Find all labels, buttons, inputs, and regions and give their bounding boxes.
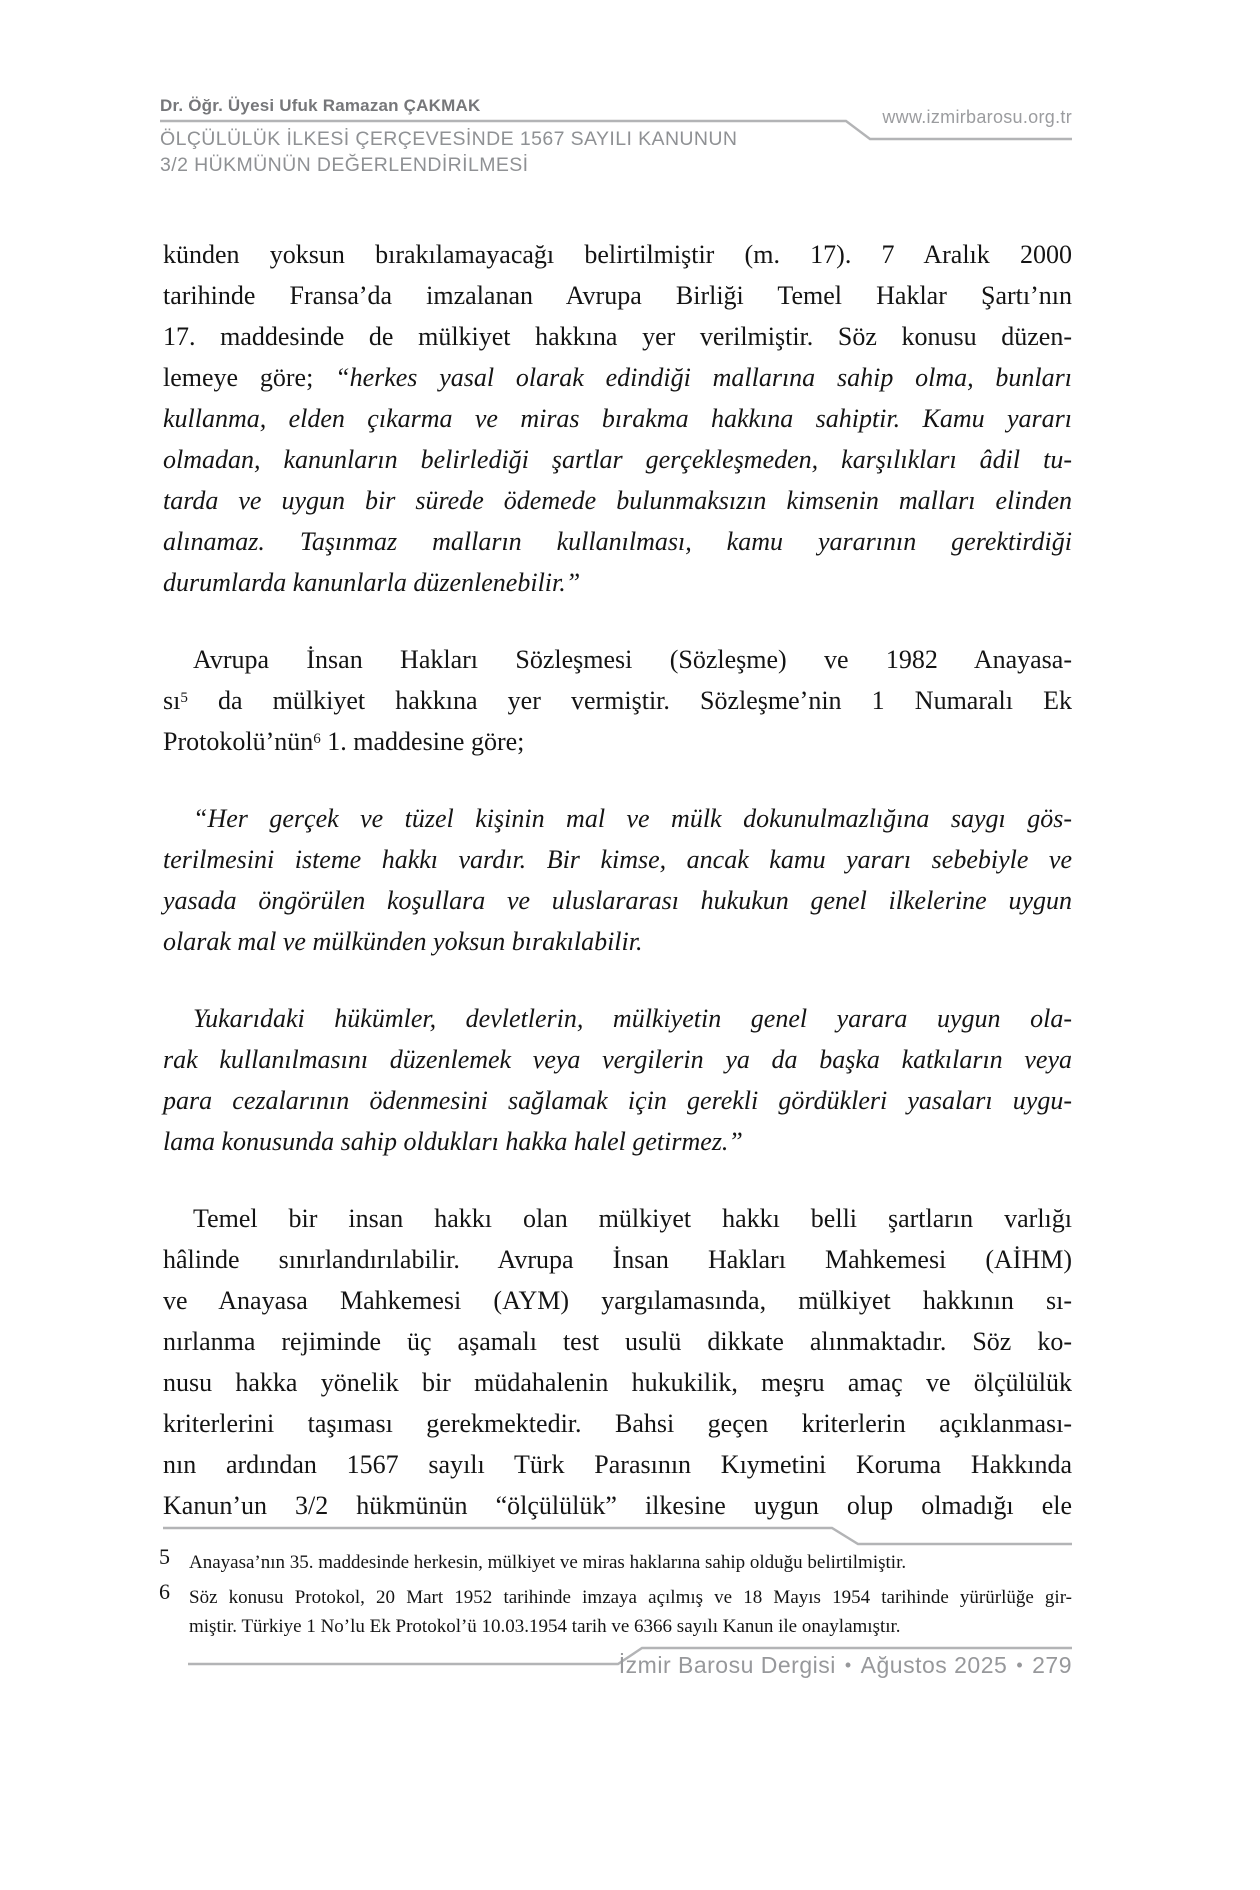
article-title-line-2: 3/2 HÜKMÜNÜN DEĞERLENDİRİLMESİ bbox=[160, 154, 529, 176]
body-line bbox=[163, 1039, 1072, 1080]
body-line bbox=[163, 1403, 1072, 1444]
text-segment: künden yoksun bırakılamayacağı belirtilmiştir (m. 17). 7 Aralık 2000 bbox=[163, 240, 1072, 269]
website-url: www.izmirbarosu.org.tr bbox=[882, 107, 1072, 127]
body-line bbox=[163, 1280, 1072, 1321]
footnote bbox=[159, 1544, 1072, 1577]
text-segment: nırlanma rejiminde üç aşamalı test usulü dikkate alınmaktadır. Söz ko- bbox=[163, 1327, 1072, 1356]
text-segment: 5 bbox=[180, 690, 188, 707]
footnote-text bbox=[189, 1583, 1072, 1641]
text-segment: lama konusunda sahip oldukları hakka halel getirmez.” bbox=[163, 1127, 743, 1156]
text-segment: tarihinde Fransa’da imzalanan Avrupa Birliği Temel Haklar Şartı’nın bbox=[163, 281, 1072, 310]
body-line bbox=[163, 234, 1072, 275]
footnote-text bbox=[189, 1548, 1072, 1577]
footnote-number: 6 bbox=[159, 1579, 170, 1604]
text-segment: “herkes yasal olarak edindiği mallarına sahip olma, bunları bbox=[335, 363, 1072, 392]
footnote-line: Anayasa’nın 35. maddesinde herkesin, mülkiyet ve miras haklarına sahip olduğu belirtilmiştir. bbox=[189, 1552, 907, 1573]
article-title-line-1: ÖLÇÜLÜLÜK İLKESİ ÇERÇEVESİNDE 1567 SAYILI KANUNUN bbox=[160, 128, 738, 150]
body-line bbox=[163, 1321, 1072, 1362]
text-segment: “Her gerçek ve tüzel kişinin mal ve mülk dokunulmazlığına saygı gös- bbox=[193, 804, 1072, 833]
author-name: Dr. Öğr. Üyesi Ufuk Ramazan ÇAKMAK bbox=[160, 96, 481, 115]
body-line bbox=[163, 1239, 1072, 1280]
body-line bbox=[163, 921, 1072, 962]
text-segment: Temel bir insan hakkı olan mülkiyet hakkı belli şartların varlığı bbox=[193, 1204, 1072, 1233]
text-segment: ve Anayasa Mahkemesi (AYM) yargılamasında, mülkiyet hakkının sı- bbox=[163, 1286, 1072, 1315]
text-segment: alınamaz. Taşınmaz malların kullanılması, kamu yararının gerektirdiği bbox=[163, 527, 1072, 556]
page-number: 279 bbox=[1032, 1652, 1072, 1678]
footnotes bbox=[159, 1544, 1072, 1647]
body-text bbox=[163, 234, 1072, 1526]
body-line bbox=[163, 275, 1072, 316]
body-line bbox=[163, 398, 1072, 439]
text-segment: para cezalarının ödenmesini sağlamak için gerekli gördükleri yasaları uygu- bbox=[163, 1086, 1072, 1115]
body-line bbox=[163, 562, 1072, 603]
text-segment: 17. maddesinde de mülkiyet hakkına yer verilmiştir. Söz konusu düzen- bbox=[163, 322, 1072, 351]
body-paragraph bbox=[163, 1198, 1072, 1526]
bullet-separator: • bbox=[844, 1655, 852, 1675]
text-segment: Protokolü’nün bbox=[163, 727, 314, 756]
text-segment: da mülkiyet hakkına yer vermiştir. Sözleşme’nin 1 Numaralı Ek bbox=[187, 686, 1072, 715]
body-line bbox=[163, 357, 1072, 398]
text-segment: Avrupa İnsan Hakları Sözleşmesi (Sözleşme) ve 1982 Anayasa- bbox=[193, 645, 1072, 674]
text-segment: kullanma, elden çıkarma ve miras bırakma hakkına sahiptir. Kamu yararı bbox=[163, 404, 1072, 433]
body-line bbox=[163, 839, 1072, 880]
text-segment: 1. maddesine göre; bbox=[320, 727, 525, 756]
footnote-line: miştir. Türkiye 1 No’lu Ek Protokol’ü 10.03.1954 tarih ve 6366 sayılı Kanun ile onaylamıştır. bbox=[189, 1616, 901, 1637]
body-line bbox=[163, 1485, 1072, 1526]
text-segment: 6 bbox=[313, 731, 321, 748]
journal-name: İzmir Barosu Dergisi bbox=[618, 1652, 836, 1678]
text-segment: durumlarda kanunlarla düzenlenebilir.” bbox=[163, 568, 581, 597]
text-segment: sı bbox=[163, 686, 181, 715]
body-paragraph bbox=[163, 798, 1072, 962]
body-line bbox=[163, 639, 1072, 680]
footnote bbox=[159, 1579, 1072, 1641]
footer-text bbox=[619, 1652, 1072, 1679]
body-line bbox=[163, 880, 1072, 921]
body-line bbox=[163, 439, 1072, 480]
body-paragraph bbox=[163, 234, 1072, 603]
body-line bbox=[163, 1362, 1072, 1403]
text-segment: Kanun’un 3/2 hükmünün “ölçülülük” ilkesine uygun olup olmadığı ele bbox=[163, 1491, 1072, 1520]
body-paragraph bbox=[163, 998, 1072, 1162]
text-segment: kriterlerini taşıması gerekmektedir. Bahsi geçen kriterlerin açıklanması- bbox=[163, 1409, 1072, 1438]
footnote-separator-rule bbox=[160, 1526, 1072, 1548]
text-segment: hâlinde sınırlandırılabilir. Avrupa İnsan Hakları Mahkemesi (AİHM) bbox=[163, 1245, 1072, 1274]
text-segment: nın ardından 1567 sayılı Türk Parasının Kıymetini Koruma Hakkında bbox=[163, 1450, 1072, 1479]
text-segment: Yukarıdaki hükümler, devletlerin, mülkiyetin genel yarara uygun ola- bbox=[193, 1004, 1072, 1033]
body-line bbox=[163, 521, 1072, 562]
article-title bbox=[160, 126, 737, 178]
text-segment: tarda ve uygun bir sürede ödemede bulunmaksızın kimsenin malları elinden bbox=[163, 486, 1072, 515]
body-line bbox=[163, 1444, 1072, 1485]
issue-date: Ağustos 2025 bbox=[860, 1652, 1008, 1678]
body-paragraph bbox=[163, 639, 1072, 762]
text-segment: lemeye göre; bbox=[163, 363, 336, 392]
body-line bbox=[163, 721, 1072, 762]
text-segment: olarak mal ve mülkünden yoksun bırakılabilir. bbox=[163, 927, 643, 956]
footnote-line: Söz konusu Protokol, 20 Mart 1952 tarihinde imzaya açılmış ve 18 Mayıs 1954 tarihinde yürürlüğe gir- bbox=[189, 1587, 1072, 1608]
footnote-number: 5 bbox=[159, 1544, 170, 1569]
text-segment: yasada öngörülen koşullara ve uluslararası hukukun genel ilkelerine uygun bbox=[163, 886, 1072, 915]
body-line bbox=[163, 480, 1072, 521]
body-line bbox=[163, 1080, 1072, 1121]
body-line bbox=[163, 316, 1072, 357]
text-segment: rak kullanılmasını düzenlemek veya vergilerin ya da başka katkıların veya bbox=[163, 1045, 1072, 1074]
bullet-separator: • bbox=[1016, 1655, 1024, 1675]
text-segment: nusu hakka yönelik bir müdahalenin hukukilik, meşru amaç ve ölçülülük bbox=[163, 1368, 1072, 1397]
body-line bbox=[163, 680, 1072, 721]
body-line bbox=[163, 1121, 1072, 1162]
text-segment: olmadan, kanunların belirlediği şartlar gerçekleşmeden, karşılıkları âdil tu- bbox=[163, 445, 1072, 474]
body-line bbox=[163, 998, 1072, 1039]
body-line bbox=[163, 1198, 1072, 1239]
body-line bbox=[163, 798, 1072, 839]
text-segment: terilmesini isteme hakkı vardır. Bir kimse, ancak kamu yararı sebebiyle ve bbox=[163, 845, 1072, 874]
